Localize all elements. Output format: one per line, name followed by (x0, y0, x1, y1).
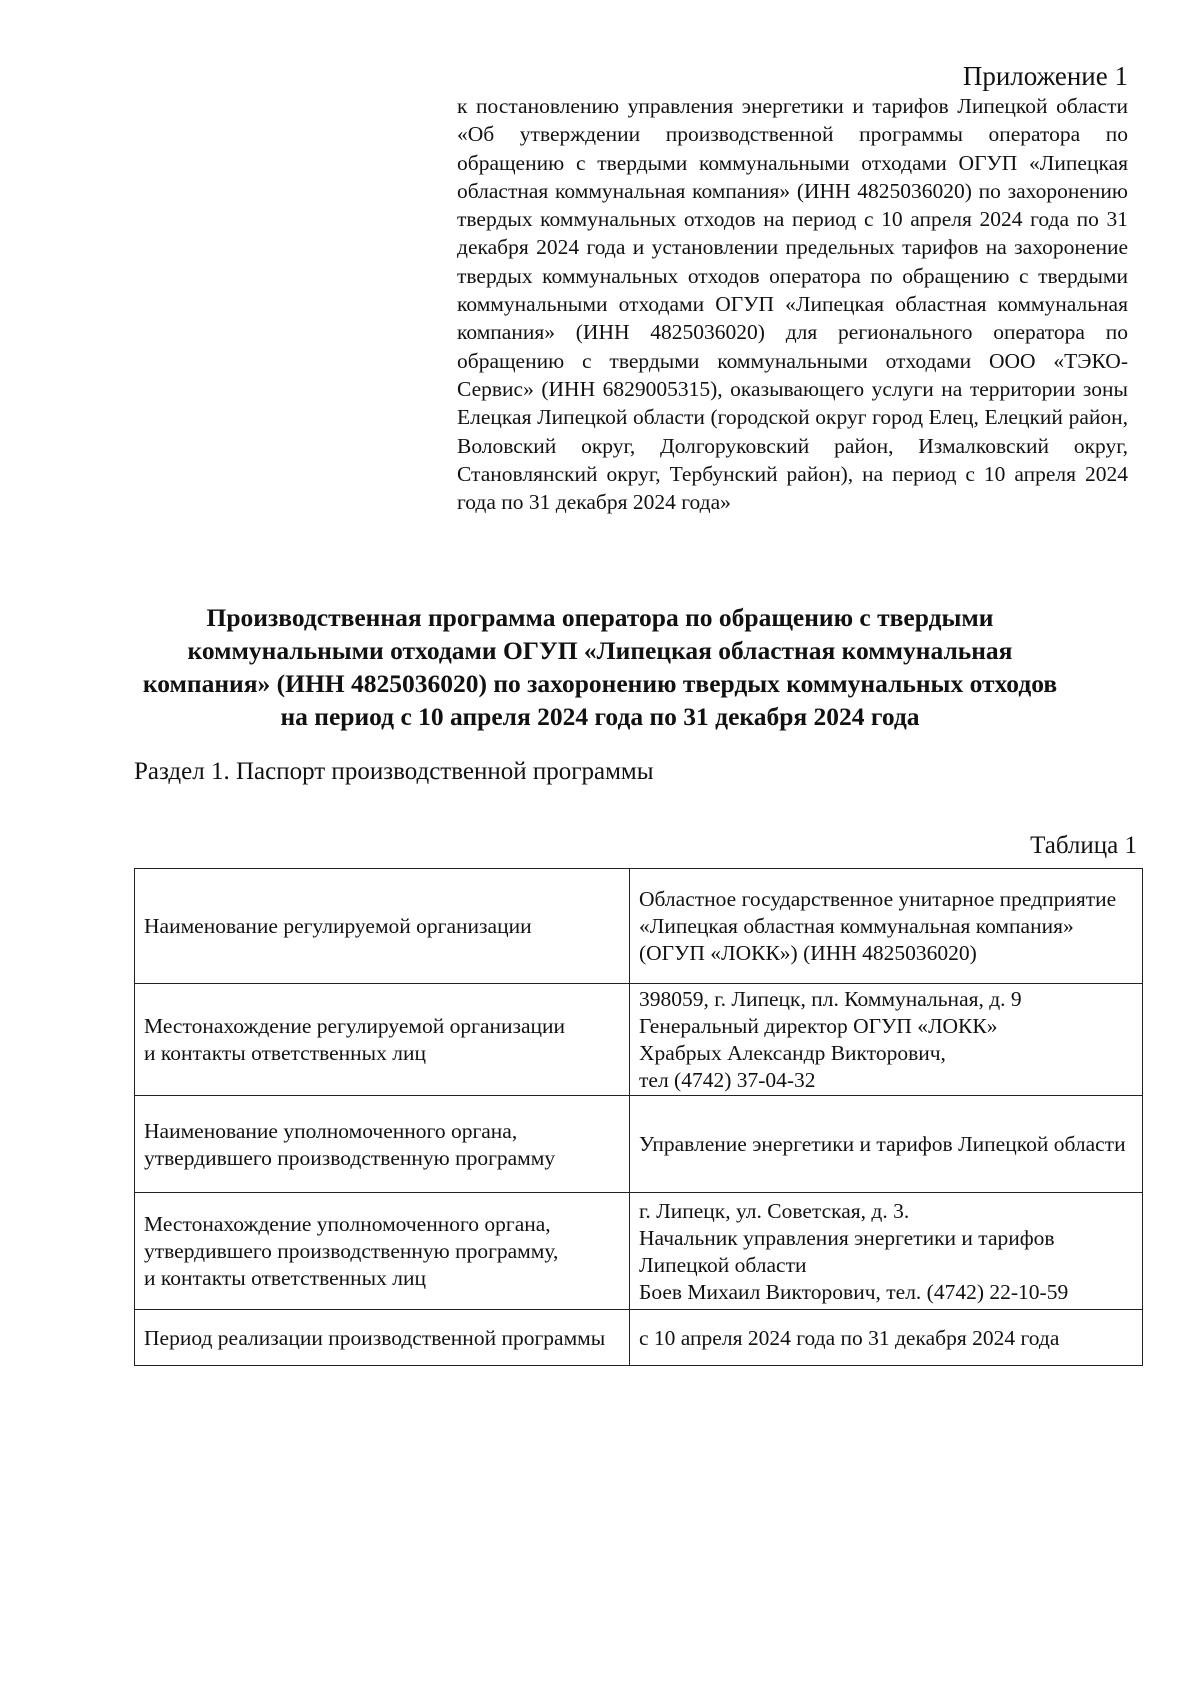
section-heading: Раздел 1. Паспорт производственной программы (134, 758, 654, 785)
document-title: Производственная программа оператора по обращению с твердыми коммунальными отходами ОГУП «Липецкая областная коммунальная компания» (ИНН 4825036020) по захоронению твердых коммунальных отходов на период с 10 апреля 2024 года по 31 декабря 2024 года (142, 603, 1058, 731)
row-label-implementation-period: Период реализации производственной программы (135, 1310, 630, 1366)
table-row (135, 984, 1143, 1096)
row-value-organization-location: 398059, г. Липецк, пл. Коммунальная, д. 9 Генеральный директор ОГУП «ЛОКК» Храбрых Александр Викторович, тел (4742) 37-04-32 (630, 984, 1143, 1096)
appendix-title: Приложение 1 (962, 61, 1128, 91)
appendix-body: к постановлению управления энергетики и тарифов Липецкой области «Об утверждении производственной программы оператора по обращению с твердыми коммунальными отходами ОГУП «Липецкая областная коммунальная компания» (ИНН 4825036020) по захоронению твердых коммунальных отходов на период с 10 апреля 2024 года по 31 декабря 2024 года и установлении предельных тарифов на захоронение твердых коммунальных отходов оператора по обращению с твердыми коммунальными отходами ОГУП «Липецкая областная коммунальная компания» (ИНН 4825036020) для регионального оператора по обращению с твердыми коммунальными отходами ООО «ТЭКО-Сервис» (ИНН 6829005315), оказывающего услуги на территории зоны Елецкая Липецкой области (городской округ город Елец, Елецкий район, Воловский округ, Долгоруковский район, Измалковский округ, Становлянский округ, Тербунский район), на период с 10 апреля 2024 года по 31 декабря 2024 года» (457, 94, 1128, 515)
row-label-authority-name: Наименование уполномоченного органа, утвердившего производственную программу (135, 1096, 630, 1193)
table-row (135, 1193, 1143, 1310)
row-value-authority-location: г. Липецк, ул. Советская, д. 3. Начальник управления энергетики и тарифов Липецкой области Боев Михаил Викторович, тел. (4742) 22-10-59 (630, 1193, 1143, 1310)
row-value-organization-name: Областное государственное унитарное предприятие «Липецкая областная коммунальная компания» (ОГУП «ЛОКК») (ИНН 4825036020) (630, 869, 1143, 984)
row-label-organization-location: Местонахождение регулируемой организации и контакты ответственных лиц (135, 984, 630, 1096)
row-value-authority-name: Управление энергетики и тарифов Липецкой области (630, 1096, 1143, 1193)
table-row (135, 1310, 1143, 1366)
row-label-authority-location: Местонахождение уполномоченного органа, утвердившего производственную программу, и контакты ответственных лиц (135, 1193, 630, 1310)
row-label-organization-name: Наименование регулируемой организации (135, 869, 630, 984)
table-row (135, 1096, 1143, 1193)
table-label: Таблица 1 (1030, 832, 1137, 859)
table-row (135, 869, 1143, 984)
passport-table (134, 868, 1143, 1366)
row-value-implementation-period: с 10 апреля 2024 года по 31 декабря 2024 года (630, 1310, 1143, 1366)
